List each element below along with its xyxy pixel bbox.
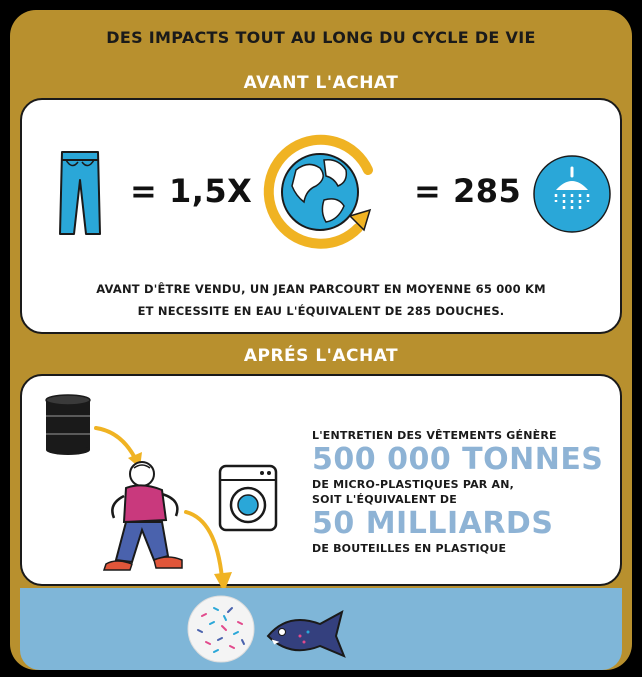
after-text-block	[312, 428, 612, 556]
globe-icon	[258, 130, 388, 250]
after-big-tonnes: 500 000 TONNES	[312, 442, 604, 477]
after-big-milliards: 50 MILLIARDS	[312, 506, 554, 541]
washing-machine-icon	[218, 464, 278, 532]
main-title: DES IMPACTS TOUT AU LONG DU CYCLE DE VIE	[106, 28, 536, 47]
equals-water-text: = 285	[414, 172, 522, 210]
section-title-after: APRÉS L'ACHAT	[243, 346, 399, 366]
before-caption-line1: AVANT D'ÊTRE VENDU, UN JEAN PARCOURT EN MOYENNE 65 000 KM	[96, 282, 546, 296]
before-caption-line2: ET NECESSITE EN EAU L'ÉQUIVALENT DE 285 DOUCHES.	[137, 304, 505, 318]
water-band	[20, 588, 622, 670]
after-line4: DE BOUTEILLES EN PLASTIQUE	[312, 542, 507, 555]
fish-icon	[264, 606, 354, 666]
after-line1: L'ENTRETIEN DES VÊTEMENTS GÉNÈRE	[312, 429, 557, 442]
panel-before-purchase	[20, 98, 622, 334]
after-line2: DE MICRO-PLASTIQUES PAR AN,	[312, 478, 514, 491]
shower-icon	[532, 154, 612, 234]
infographic-frame	[10, 10, 632, 670]
before-caption	[22, 278, 620, 322]
panel-after-purchase	[20, 374, 622, 586]
after-line3: SOIT L'ÉQUIVALENT DE	[312, 493, 457, 506]
equals-travel-text: = 1,5X	[130, 172, 253, 210]
oil-barrel-icon	[44, 394, 92, 456]
section-title-before: AVANT L'ACHAT	[243, 73, 399, 93]
microplastic-icon	[186, 594, 256, 664]
jeans-icon	[58, 150, 102, 236]
